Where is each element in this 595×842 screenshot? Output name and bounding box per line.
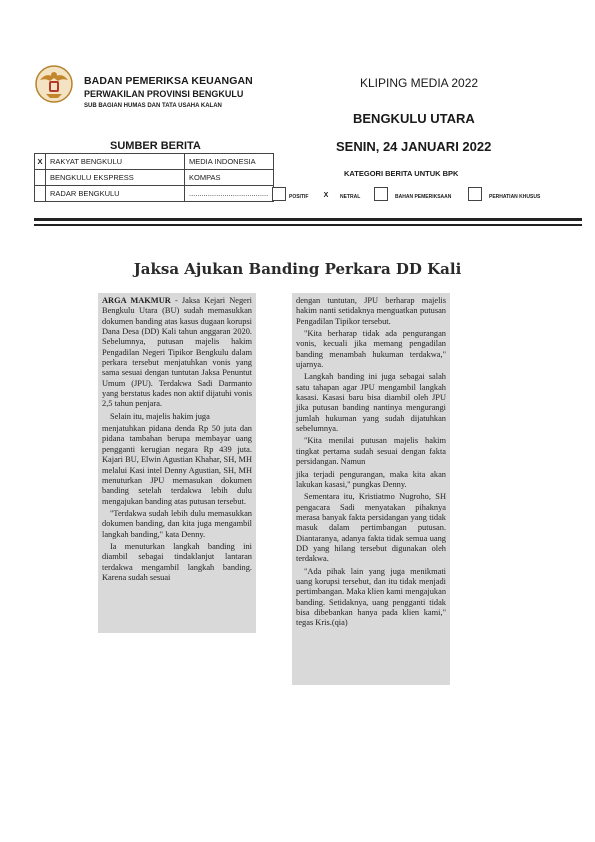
region-title: BENGKULU UTARA [353,111,475,126]
date-title: SENIN, 24 JANUARI 2022 [336,139,492,154]
perhatian-khusus-checkbox [468,187,482,201]
source-mark [35,186,46,202]
article-column-1 [98,293,256,633]
source-mark: X [35,154,46,170]
source-row [35,186,274,202]
netral-mark: X [323,192,329,199]
source-name: ...................................... [185,186,274,202]
bahan-pemeriksaan-label: BAHAN PEMERIKSAAN [395,194,452,200]
source-name: RAKYAT BENGKULU [46,154,185,170]
article-paragraph: Ia menuturkan langkah banding ini diambil sebagai tindaklanjut lantaran terdakwa mengambil langkah banding. Karena sudah sesuai [102,541,252,582]
article-paragraph: menjatuhkan pidana denda Rp 50 juta dan pidana tambahan berupa membayar uang pengganti kerugian negara Rp 439 juta. Kajari BU, Elwin Agustian Khahar, SH, MH melalui Kasi intel Denny Agustian, SH, MH menuturkan JPU memasukan dokumen banding setelah terdakwa lebih dulu mengajukan banding atas putusan tersebut. [102,424,252,506]
article-paragraph: "Kita menilai putusan majelis hakim tingkat pertama sudah sesuai dengan fakta persidangan. Namun [296,436,446,467]
article-paragraph: Langkah banding ini juga sebagai salah satu tahapan agar JPU mengambil langkah kasasi. Kasasi baru bisa diambil oleh JPU jika putusan banding nantinya mengurangi jumlah hukuman yang sudah dijatuhkan sebelumnya. [296,372,446,434]
dateline: ARGA MAKMUR [102,296,171,305]
source-table [34,153,274,202]
source-name: KOMPAS [185,170,274,186]
kategori-title: KATEGORI BERITA UNTUK BPK [344,169,459,178]
positif-label: POSITIF [289,194,309,200]
article-paragraph: "Ada pihak lain yang juga menikmati uang korupsi tersebut, dan itu tidak menjadi pertimbangan. Maka klien kami mengajukan banding. Setidaknya, uang pengganti tidak bisa dibebankan hanya pada klien kami," tegas Kris.(qia) [296,566,447,628]
source-row [35,154,274,170]
org-subsection: SUB BAGIAN HUMAS DAN TATA USAHA KALAN [84,103,222,109]
org-branch: PERWAKILAN PROVINSI BENGKULU [84,89,244,99]
article-paragraph: dengan tuntutan, JPU berharap majelis hakim nanti setidaknya menguatkan putusan Pengadilan Tipikor tersebut. [296,296,446,326]
source-name: BENGKULU EKSPRESS [46,170,185,186]
netral-label: NETRAL [340,194,361,200]
article-paragraph: "Terdakwa sudah lebih dulu memasukkan dokumen banding, dan kita juga mengambil langkah banding," kata Denny. [102,508,252,539]
article-paragraph: "Kita berharap tidak ada pengurangan vonis, kecuali jika memang pengadilan banding menambah hukuman terdakwa," ujarnya. [296,329,446,370]
sumber-berita-title: SUMBER BERITA [110,140,201,152]
source-name: MEDIA INDONESIA [185,154,274,170]
article-paragraph: Sementara itu, Kristiatmo Nugroho, SH pengacara Sadi menyatakan pihaknya merasa banyak fakta persidangan yang tidak masuk dalam pertimbangan putusan. Diantaranya, adanya fakta tidak semua uang DD yang hilang tersebut digunakan oleh terdakwa. [296,492,446,564]
source-mark [35,170,46,186]
source-name: RADAR BENGKULU [46,186,185,202]
positif-checkbox [272,187,286,201]
bpk-garuda-logo-icon [34,64,74,104]
source-row [35,170,274,186]
org-name: BADAN PEMERIKSA KEUANGAN [84,75,253,87]
article-paragraph: ARGA MAKMUR - Jaksa Kejari Negeri Bengkulu Utara (BU) sudah memasukkan dokumen banding atas kasus dugaan korupsi Dana Desa (DD) Kali tahun anggaran 2020. Sebelumnya, putusan majelis hakim Pengadilan Negeri Tipikor Bengkulu dalam perkara tersebut menjatuhkan vonis yang sama sesuai dengan tuntutan Jaksa Penuntut Umum (JPU). Terdakwa Sadi Darmanto yang berstatus kades non aktif dijatuhi vonis 2,5 tahun penjara. [102,296,253,409]
header-divider [34,224,582,226]
bahan-pemeriksaan-checkbox [374,187,388,201]
article-headline: Jaksa Ajukan Banding Perkara DD Kali [133,260,462,278]
article-paragraph: jika terjadi pengurangan, maka kita akan lakukan kasasi," pungkas Denny. [296,469,446,489]
kliping-title: KLIPING MEDIA 2022 [360,76,479,90]
header-divider [34,218,582,221]
article-column-2 [292,293,450,685]
perhatian-khusus-label: PERHATIAN KHUSUS [489,194,541,200]
article-paragraph: Selain itu, majelis hakim juga [110,411,210,421]
